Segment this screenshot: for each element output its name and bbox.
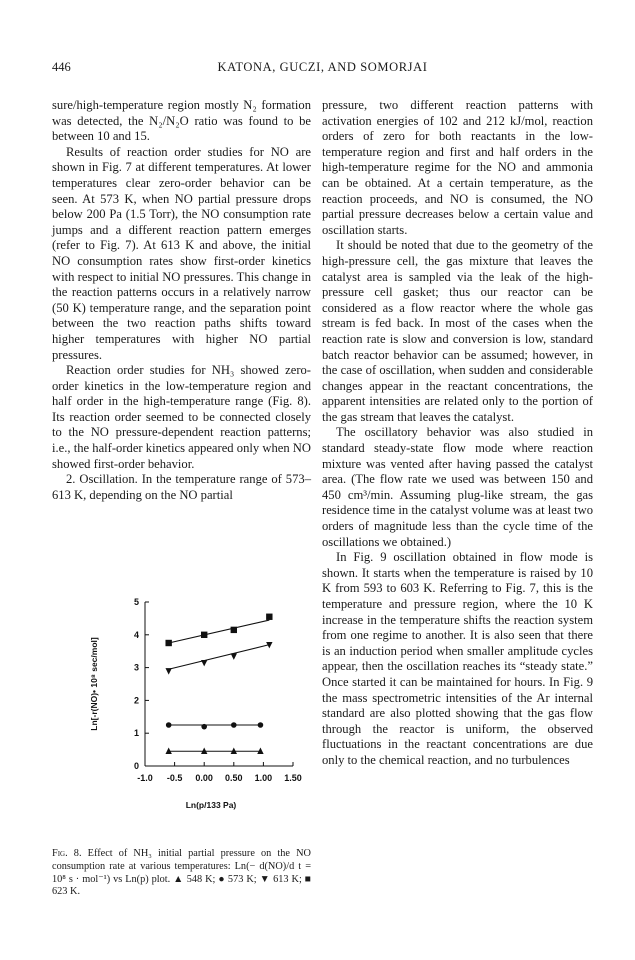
caption-text: Effect of NH₃ initial partial pressure on the NO consumption rate at various temperatures: Ln(− d(NO)/d t = 10⁸ s · mol⁻¹) vs Ln(p) plot. ▲ 548 K; ● 573 K; ▼ 613 K; ■ 623 K. [52,848,311,898]
y-tick-label: 3 [133,662,139,673]
left-paragraph: sure/high-temperature region mostly N₂ formation was detected, the N₂/N₂O ratio was found to be between 10 and 15. [52,98,311,144]
data-point [201,724,207,730]
data-point [231,653,237,659]
left-paragraph: Results of reaction order studies for NO are shown in Fig. 7 at different temperatures. At lower temperatures clear zero-order behavior can be seen. At 573 K, when NO partial pressure drops below 200 Pa (1.5 Torr), the NO consumption rate jumps and a different reaction pattern emerges (refer to Fig. 7). At 613 K and above, the initial NO consumption rates show first-order kinetics with respect to initial NO pressures. This change in the reaction patterns occurs in a relatively narrow (50 K) temperature range, and the separation point between the two reaction paths shifts toward higher temperatures with higher NO partial pressures. [52,144,311,362]
data-point [231,722,237,728]
fit-line [169,645,270,670]
data-point [201,632,207,638]
x-tick-label: -0.5 [166,773,183,783]
caption-label: Fig. 8. [52,848,82,859]
x-tick-label: 1.00 [254,773,273,783]
right-paragraph: The oscillatory behavior was also studied in standard steady-state flow mode where reaction mixture was vented after having passed the catalyst area. (The flow rate we used was between 150 and 450 cm³/min. Assuming plug-like stream, the gas residence time in the catalyst volume was at least two orders of magnitude less than the cycle time of the oscillations we obtained.) [322,425,593,549]
x-tick-label: 0.50 [225,773,243,783]
page-header [52,60,593,76]
y-tick-label: 5 [133,597,139,607]
running-title: KATONA, GUCZI, AND SOMORJAI [217,60,428,74]
data-point [266,614,272,620]
y-tick-label: 4 [133,629,139,640]
left-paragraph: 2. Oscillation. In the temperature range of 573–613 K, depending on the NO partial [52,472,311,502]
x-axis-label: Ln(p/133 Pa) [185,800,237,810]
data-point [165,640,171,646]
right-paragraph: In Fig. 9 oscillation obtained in flow mode is shown. It starts when the temperature is raised by 10 K from 593 to 603 K. Referring to Fig. 7, this is the temperature and pressure region, where the 10 K increase in the temperature shifts the reaction system from one regime to another. It is also seen that there is an induction period when smaller amplitude cycles appear, then the oscillation reaches its “steady state.” Once started it can be maintained for hours. In Fig. 9 the mass spectrometric intensities of the Ar internal standard are also plotted showing that the gas flow through the reactor is uniform, the observed fluctuations in the reactant concentrations are due only to the chemical reaction, and no turbulences [322,550,593,767]
y-tick-label: 0 [133,761,139,771]
y-axis-label: Ln[-r(NO)• 10⁸ sec/mol] [89,637,99,731]
left-column [52,98,311,503]
figure-8 [52,590,311,855]
right-column [322,98,593,769]
left-paragraph: Reaction order studies for NH₃ showed zero-order kinetics in the low-temperature region and half order in the high-temperature range (Fig. 8). Its reaction order seemed to be connected closely to the NO pressure-dependent reaction patterns; i.e., the half-order kinetics appeared only when NO showed first-order behavior. [52,363,311,471]
x-tick-label: 1.50 [284,773,302,783]
x-tick-label: -1.0 [137,773,153,783]
x-tick-label: 0.00 [195,773,213,783]
y-tick-label: 1 [133,728,139,739]
data-point [258,722,264,728]
chart-svg [52,590,311,848]
data-point [231,627,237,633]
data-point [201,660,207,666]
y-tick-label: 2 [133,695,139,706]
data-point [166,722,172,728]
right-paragraph: pressure, two different reaction patterns with activation energies of 102 and 212 kJ/mol, reaction orders of zero for both reactants in the low-temperature region and first and half orders in the high-temperature regime for the NO and ammonia can be obtained. At a certain temperature, as the reaction proceeds, and NO is consumed, the NO partial pressure decreases below a certain value and oscillation starts. [322,98,593,237]
page-number: 446 [52,60,71,74]
data-point [165,668,171,674]
right-paragraph: It should be noted that due to the geometry of the high-pressure cell, the gas mixture that leaves the catalyst area is sampled via the leak of the high-pressure cell gasket; thus our reactor can be considered as a flow reactor where the whole gas stream is fed back. In most of the cases when the reaction rate is slow and conversion is low, standard batch reactor behavior can be assumed; however, in the case of oscillation, when sudden and considerable changes appear in the reactant concentrations, the apparent intensities are related only to the portion of the gas stream that leaves the catalyst. [322,238,593,424]
figure-caption [52,848,311,899]
fit-line [169,620,270,643]
